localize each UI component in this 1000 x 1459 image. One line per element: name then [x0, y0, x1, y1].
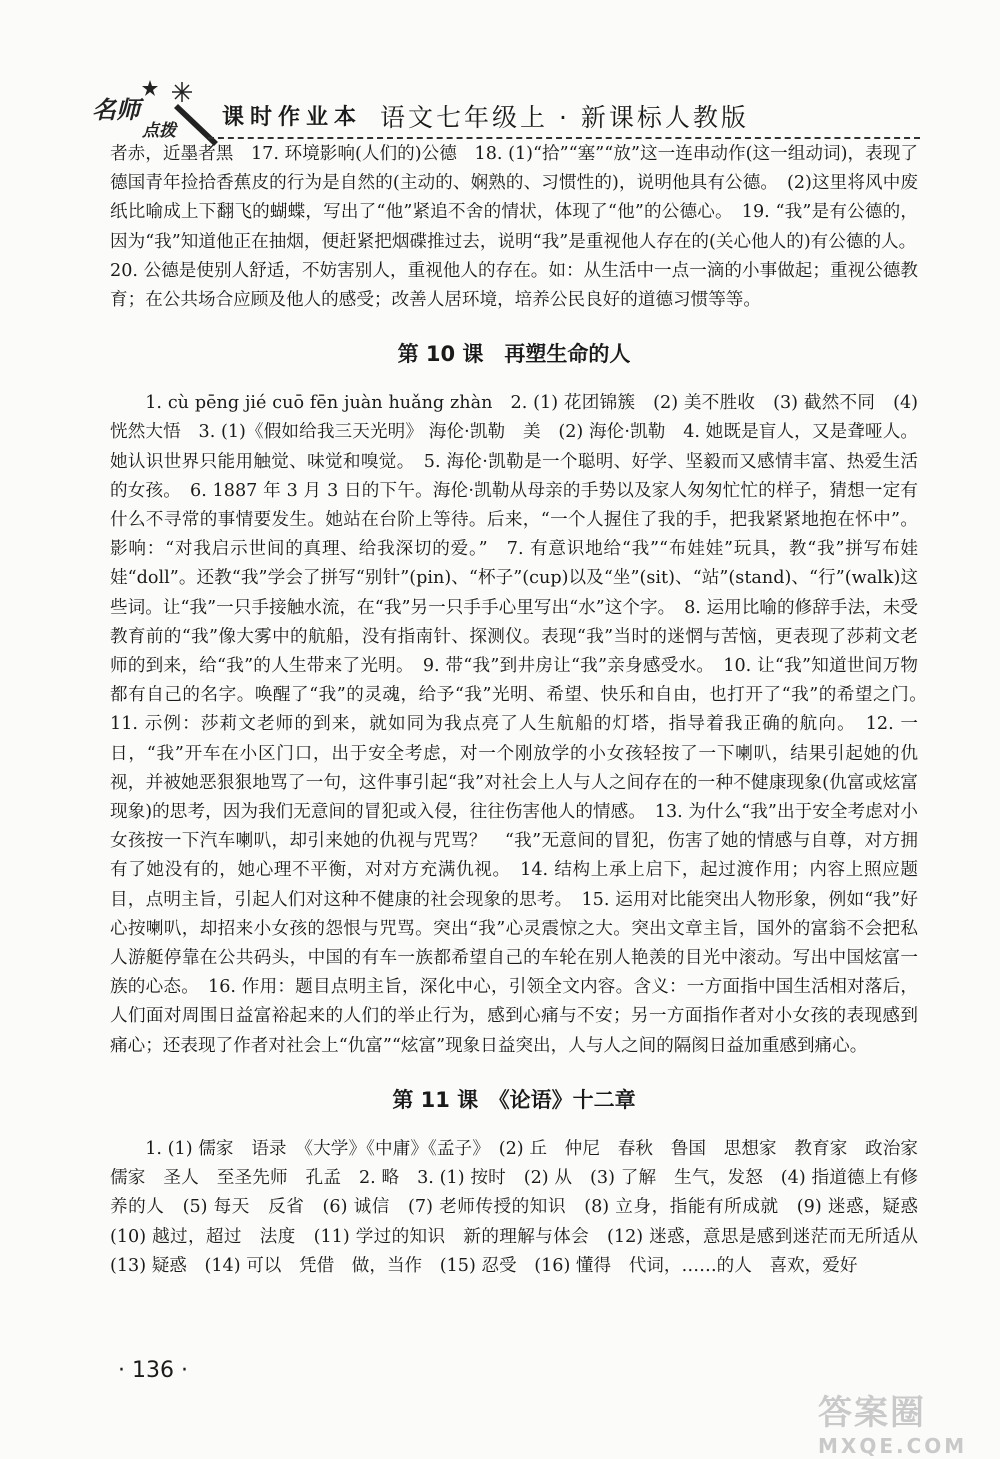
- answer-content: [110, 140, 936, 1281]
- series-title: 课时作业本: [222, 105, 363, 130]
- watermark: [818, 1385, 988, 1458]
- header-divider: [208, 137, 920, 139]
- lesson-11-answers: 1. (1) 儒家 语录 《大学》《中庸》《孟子》 (2) 丘 仲尼 春秋 鲁国 思想家 教育家 政治家 儒家 圣人 至圣先师 孔孟 2. 略 3. (1) 按时 (2) 从 (3) 了解 生气，发怒 (4) 指道德上有修养的人 (5) 每天 反省 (6) 诚信 (7) 老师传授的知识 (8) 立身，指能有所成就 (9) 迷惑，疑惑 (10) 越过，超过 法度 (11) 学过的知识 新的理解与体会 (12) 迷惑，意思是感到迷茫而无所适从 (13) 疑惑 (14) 可以 凭借 做，当作 (15) 忍受 (16) 懂得 代词，……的人 喜欢，爱好: [110, 1138, 936, 1276]
- lesson-10-title: 第 10 课 再塑生命的人: [397, 342, 631, 367]
- subject-title: 语文七年级上 · 新课标人教版: [380, 103, 749, 132]
- answer-paragraph-intro: 者赤，近墨者黑 17. 环境影响(人们的)公德 18. (1)“拾”“塞”“放”这一连串动作(这一组动词)，表现了德国青年捡拾香蕉皮的行为是自然的(主动的、娴熟的、习惯性的)，说明他具有公德。 (2)这里将风中废纸比喻成上下翻飞的蝴蝶，写出了“他”紧追不舍的情状，体现了“他”的公德心。 19. “我”是有公德的，因为“我”知道他正在抽烟，便赶紧把烟碟推过去，说明“我”是重视他人存在的(关心他人的)有公德的人。: [110, 144, 918, 252]
- logo-main-text: 名师: [92, 95, 140, 124]
- answer-paragraph-20: 20. 公德是使别人舒适，不妨害别人，重视他人的存在。如：从生活中一点一滴的小事做起；重视公德教育；在公共场合应顾及他人的感受；改善人居环境，培养公民良好的道德习惯等等。: [110, 260, 918, 311]
- lesson-10-answers: 1. cù pēng jié cuō fēn juàn huǎng zhàn 2. (1) 花团锦簇 (2) 美不胜收 (3) 截然不同 (4) 恍然大悟 3. (1)《假如给我三天光明》 海伦·凯勒 美 (2) 海伦·凯勒 4. 她既是盲人，又是聋哑人。她认识世界只能用触觉、味觉和嗅觉。 5. 海伦·凯勒是一个聪明、好学、坚毅而又感情丰富、热爱生活的女孩。 6. 1887 年 3 月 3 日的下午。海伦·凯勒从母亲的手势以及家人匆匆忙忙的样子，猜想一定有什么不寻常的事情要发生。她站在台阶上等待。后来，“一个人握住了我的手，把我紧紧地抱在怀中”。影响：“对我启示世间的真理、给我深切的爱。” 7. 有意识地给“我”“布娃娃”玩具，教“我”拼写布娃娃“doll”。还教“我”学会了拼写“别针”(pin)、“杯子”(cup)以及“坐”(sit)、“站”(stand)、“行”(walk)这些词。让“我”一只手接触水流，在“我”另一只手手心里写出“水”这个字。 8. 运用比喻的修辞手法，未受教育前的“我”像大雾中的航船，没有指南针、探测仪。表现“我”当时的迷惘与苦恼，更表现了莎莉文老师的到来，给“我”的人生带来了光明。 9. 带“我”到井房让“我”亲身感受水。 10. 让“我”知道世间万物都有自己的名字。唤醒了“我”的灵魂，给予“我”光明、希望、快乐和自由，也打开了“我”的希望之门。 11. 示例：莎莉文老师的到来，就如同为我点亮了人生航船的灯塔，指导着我正确的航向。 12. 一日，“我”开车在小区门口，出于安全考虑，对一个刚放学的小女孩轻按了一下喇叭，结果引起她的仇视，并被她恶狠狠地骂了一句，这件事引起“我”对社会上人与人之间存在的一种不健康现象(仇富或炫富现象)的思考，因为我们无意间的冒犯或入侵，往往伤害他人的情感。 13. 为什么“我”出于安全考虑对小女孩按一下汽车喇叭，却引来她的仇视与咒骂？ “我”无意间的冒犯，伤害了她的情感与自尊，对方拥有了她没有的，她心理不平衡，对对方充满仇视。 14. 结构上承上启下，起过渡作用；内容上照应题目，点明主旨，引起人们对这种不健康的社会现象的思考。 15. 运用对比能突出人物形象，例如“我”好心按喇叭，却招来小女孩的怨恨与咒骂。突出“我”心灵震惊之大。突出文章主旨，国外的富翁不会把私人游艇停靠在公共码头，中国的有车一族都希望自己的车轮在别人艳羡的目光中滚动。写出中国炫富一族的心态。 16. 作用：题目点明主旨，深化中心，引领全文内容。含义：一方面指中国生活相对落后，人们面对周围日益富裕起来的人们的举止行为，感到心痛与不安；另一方面指作者对小女孩的表现感到痛心；还表现了作者对社会上“仇富”“炫富”现象日益突出，人与人之间的隔阂日益加重感到痛心。: [110, 393, 936, 1056]
- watermark-url: MXQE.COM: [818, 1434, 968, 1458]
- lesson-11-title: 第 11 课 《论语》十二章: [392, 1087, 636, 1112]
- series-logo: [90, 72, 220, 150]
- watermark-logo: 答案圈: [818, 1393, 926, 1433]
- logo-sub-text: 点拨: [142, 121, 176, 141]
- page-number: · 136 ·: [118, 1358, 188, 1383]
